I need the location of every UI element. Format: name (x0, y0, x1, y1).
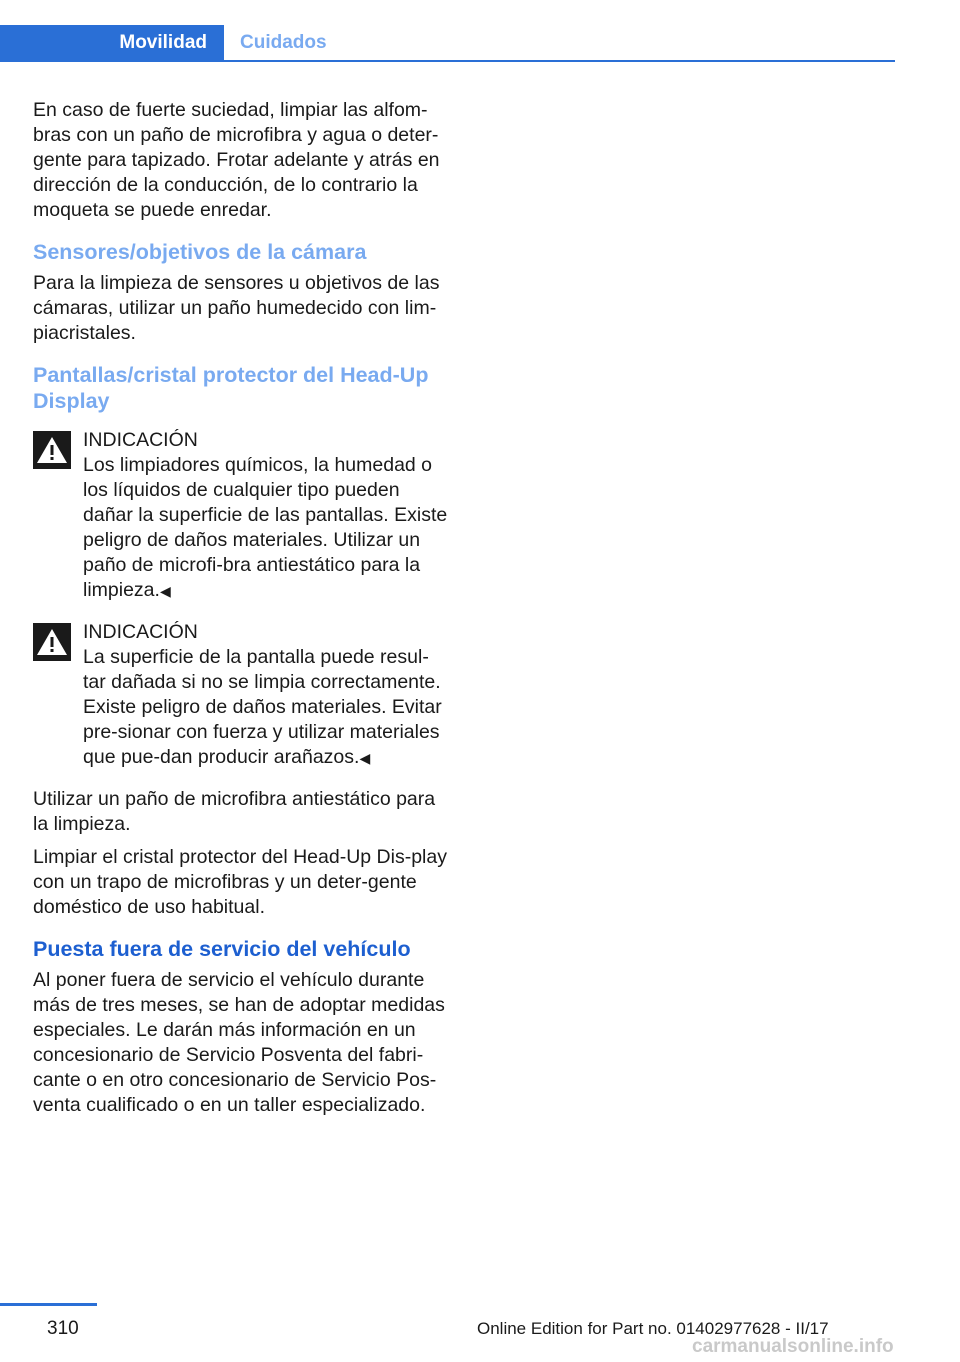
footer-rule (0, 1303, 97, 1306)
warning-icon (33, 431, 71, 469)
page-content (33, 98, 451, 1118)
displays-paragraph-2: Limpiar el cristal protector del Head-Up Dis-play con un trapo de microfibras y un deter-gente doméstico de uso habitual. (33, 846, 447, 918)
notice-block-2 (33, 620, 451, 771)
sensors-paragraph: Para la limpieza de sensores u objetivos de las cámaras, utilizar un paño humedecido con lim-piacristales. (33, 272, 440, 344)
tab-movilidad[interactable] (0, 25, 224, 61)
intro-paragraph: En caso de fuerte suciedad, limpiar las alfom-bras con un paño de microfibra y agua o deter-gente para tapizado. Frotar adelante y atrás en dirección de la conducción, de lo contrario la moqueta se puede enredar. (33, 99, 440, 221)
tab-cuidados-label: Cuidados (240, 32, 327, 53)
notice-label: INDICACIÓN (83, 429, 198, 451)
notice-text: Los limpiadores químicos, la humedad o los líquidos de cualquier tipo pueden dañar la superficie de las pantallas. Existe peligro de daños materiales. Utilizar un paño de microfi-bra antiestático para la limpieza. (83, 454, 448, 601)
end-mark: ◀ (359, 750, 371, 766)
warning-icon (33, 623, 71, 661)
notice-label: INDICACIÓN (83, 621, 198, 643)
heading-service: Puesta fuera de servicio del vehículo (33, 937, 411, 961)
heading-displays: Pantallas/cristal protector del Head-Up Display (33, 363, 429, 413)
notice-text: La superficie de la pantalla puede resul-tar dañada si no se limpia correctamente. Existe peligro de daños materiales. Evitar pre-sionar con fuerza y utilizar materiales que pue-dan producir arañazos. (83, 646, 442, 768)
heading-sensors: Sensores/objetivos de la cámara (33, 240, 367, 264)
watermark: carmanualsonline.info (692, 1336, 894, 1357)
edition-text: Online Edition for Part no. 01402977628 - II/17 (477, 1319, 829, 1338)
service-paragraph: Al poner fuera de servicio el vehículo durante más de tres meses, se han de adoptar medidas especiales. Le darán más información en un concesionario de Servicio Posventa del fabri-cante o en otro concesionario de Servicio Pos-venta cualificado o en un taller especializado. (33, 969, 445, 1116)
displays-paragraph-1: Utilizar un paño de microfibra antiestático para la limpieza. (33, 788, 436, 835)
page-number: 310 (47, 1318, 79, 1339)
tab-cuidados[interactable] (224, 25, 327, 61)
notice-block-1 (33, 428, 451, 604)
end-mark: ◀ (159, 583, 171, 599)
tab-movilidad-label: Movilidad (119, 32, 207, 53)
